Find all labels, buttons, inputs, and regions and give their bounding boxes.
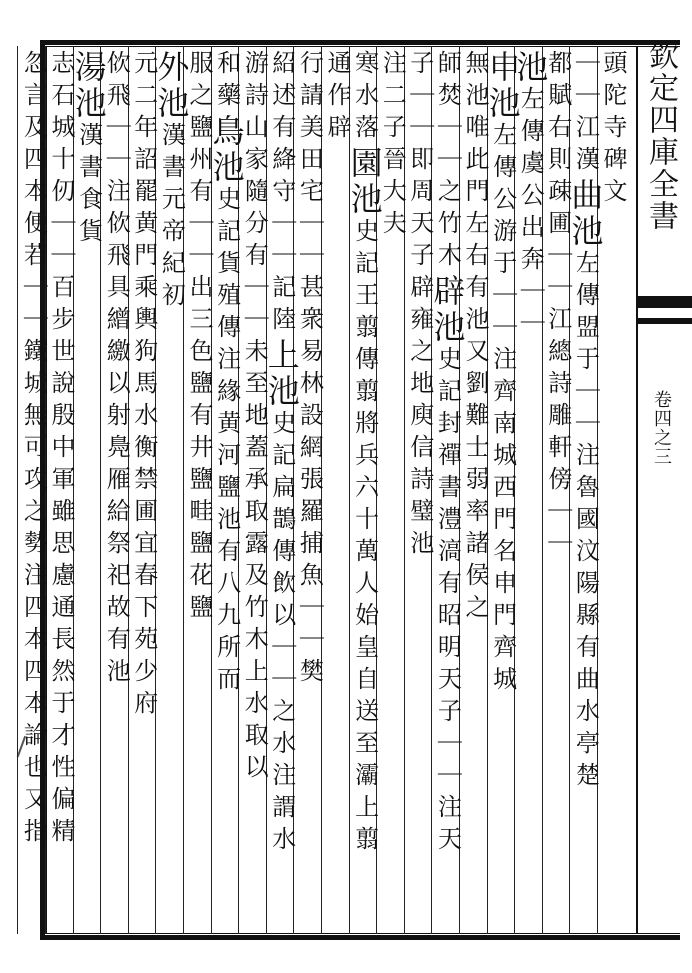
column-text: 寒水落 bbox=[350, 50, 379, 146]
column-text: 注二子晉大夫 bbox=[378, 50, 407, 242]
text-column bbox=[294, 50, 324, 930]
book-title: 欽定四庫全書 bbox=[643, 40, 678, 232]
text-column bbox=[207, 50, 246, 930]
column-text: 左傳公游于｜｜注齊南城西門名申門齊城 bbox=[488, 122, 517, 698]
column-text: 史記王翦傳翦將兵六十萬人始皇自送至灞上翦 bbox=[350, 218, 379, 858]
column-text: ｜｜江漢 bbox=[571, 50, 600, 178]
text-column bbox=[101, 50, 131, 930]
text-column bbox=[262, 50, 301, 930]
column-text: 史記貨殖傳注緣黄河鹽池有八九所而 bbox=[212, 186, 241, 698]
fish-tail-mark bbox=[636, 296, 692, 308]
column-text: 左傳盟于｜｜注魯國汶陽縣有曲水亭楚 bbox=[571, 250, 600, 794]
entry-heading: 鳥池 bbox=[207, 114, 246, 186]
text-column bbox=[18, 50, 48, 930]
text-column bbox=[69, 50, 108, 930]
entry-heading: 上池 bbox=[262, 338, 301, 410]
entry-heading: 申池 bbox=[483, 50, 522, 122]
column-text: 漢書元帝紀初 bbox=[157, 122, 186, 314]
column-text: 通作辟 bbox=[323, 50, 351, 146]
entry-heading: 園池 bbox=[345, 146, 384, 218]
text-column bbox=[511, 50, 550, 930]
column-text: 游詩山家隨分有｜｜ bbox=[240, 50, 269, 338]
text-column bbox=[483, 50, 522, 930]
column-text: 漢書食貨 bbox=[74, 122, 103, 250]
text-column bbox=[152, 50, 191, 930]
column-text: 都賦右則疎圃｜｜江總詩雕軒傍｜｜ bbox=[543, 50, 572, 562]
text-column bbox=[460, 50, 490, 930]
volume-label: 卷四之三 bbox=[651, 390, 672, 466]
text-column bbox=[46, 50, 76, 930]
column-text: 和藥 bbox=[212, 50, 241, 114]
column-text: 史記扁鵲傳飲以｜｜之水注謂水 bbox=[267, 410, 296, 858]
column-text: 子｜｜即周天子辟雍之地庾信詩璧池 bbox=[405, 50, 434, 562]
column-text: 忽言及四本便若｜｜鐵城無可攻之勢注四本四本論也又指 bbox=[19, 50, 48, 850]
text-column bbox=[428, 50, 467, 930]
entry-heading: 外池 bbox=[152, 50, 191, 122]
column-text: 未至地蓋承取露及竹木上水取以 bbox=[240, 338, 269, 786]
column-divider bbox=[17, 46, 18, 934]
column-text: 行請美田宅｜｜甚衆易林設網張羅捕魚｜｜樊 bbox=[295, 50, 324, 690]
entry-heading: 湯池 bbox=[69, 50, 108, 122]
text-column bbox=[129, 50, 159, 930]
text-column bbox=[345, 50, 384, 930]
entry-heading: 曲池 bbox=[566, 178, 605, 250]
column-text: 師焚｜｜之竹木 bbox=[433, 50, 462, 274]
column-text: 無池唯此門左右有池又劉難士弱率諸侯之 bbox=[461, 50, 489, 626]
column-text: 元二年詔罷黄門乘輿狗馬水衡禁圃宜春下苑少府 bbox=[129, 50, 158, 722]
column-text: 左傳虞公出奔｜｜ bbox=[516, 86, 545, 342]
entry-heading: 池 bbox=[511, 50, 550, 86]
column-text: 志石城十仞｜｜百步世說殷中軍雖思慮通長然于才性偏精 bbox=[47, 50, 75, 850]
column-text: 服之 bbox=[185, 50, 213, 114]
column-text: 鹽州有｜｜出三色鹽有井鹽畦鹽花鹽 bbox=[185, 114, 213, 626]
column-text: 紹述有絳守｜｜記陸 bbox=[267, 50, 296, 338]
text-column bbox=[184, 50, 214, 930]
text-column bbox=[543, 50, 573, 930]
text-column bbox=[322, 50, 352, 930]
fish-tail-mark-lower bbox=[636, 318, 692, 324]
text-column bbox=[566, 50, 605, 930]
column-text: 頭陀寺碑文 bbox=[599, 50, 627, 210]
text-column bbox=[405, 50, 435, 930]
column-text: 佽飛｜｜注佽飛具繒繳以射鳧雁給祭祀故有池 bbox=[102, 50, 131, 690]
column-text: 史記封禪書澧滈有昭明天子｜｜注天 bbox=[433, 346, 462, 858]
entry-heading: 辟池 bbox=[428, 274, 467, 346]
